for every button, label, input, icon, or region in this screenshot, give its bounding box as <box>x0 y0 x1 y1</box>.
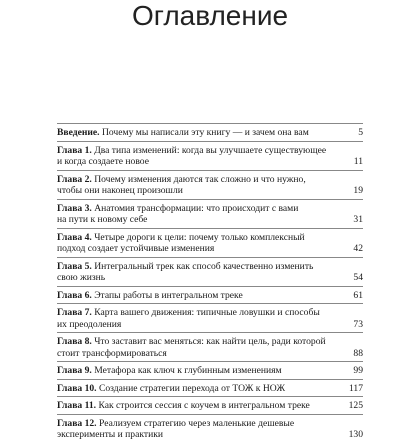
toc-entry-line: свою жизнь <box>57 272 106 283</box>
toc-entry-line <box>57 261 363 273</box>
toc-entry-line <box>57 290 363 302</box>
toc-entry-label: Глава 6. <box>57 289 92 301</box>
toc-entry-line <box>57 145 363 157</box>
toc-page-number: 19 <box>353 185 363 196</box>
toc-entry-label: Глава 12. <box>57 417 97 429</box>
toc-entry-label: Глава 7. <box>57 307 92 318</box>
toc-page-number: 31 <box>353 214 363 225</box>
toc-entry-title: Метафора как ключ к глубинным изменениям <box>94 365 282 376</box>
toc-entry-chapter-6[interactable] <box>57 286 363 304</box>
toc-entry-label: Глава 2. <box>57 173 92 185</box>
toc-page-number: 125 <box>348 400 363 411</box>
toc-entry-label: Глава 11. <box>57 400 97 411</box>
toc-entry-title: Почему изменения даются так сложно и что нужно, <box>94 173 306 185</box>
toc-page-number: 117 <box>348 382 363 394</box>
toc-entry-title: Реализуем стратегию через маленькие дешевые <box>98 417 295 429</box>
toc-entry-chapter-2[interactable] <box>57 170 363 199</box>
toc-entry-label: Глава 5. <box>57 260 92 272</box>
toc-entry-label: Глава 9. <box>57 365 92 376</box>
toc-entry-line: подход создает устойчивые изменения <box>57 243 215 254</box>
toc-entry-line <box>57 418 363 430</box>
toc-entry-line <box>57 383 363 395</box>
toc-page-number: 54 <box>353 272 363 283</box>
toc-entry-label: Глава 3. <box>57 202 92 214</box>
toc-entry-line <box>57 203 363 215</box>
toc-entry-label: Глава 8. <box>57 336 92 347</box>
toc-page-number: 73 <box>353 318 363 330</box>
toc-entry-label: Глава 1. <box>57 144 92 156</box>
toc-page-number: 61 <box>353 289 363 301</box>
toc-entry-title: Два типа изменений: когда вы улучшаете существующее <box>94 144 327 156</box>
toc-entry-line: чтобы они наконец произошли <box>57 185 183 196</box>
toc-entry-line <box>57 174 363 186</box>
toc-entry-line <box>57 232 363 244</box>
toc-entry-chapter-4[interactable] <box>57 228 363 257</box>
table-of-contents <box>57 123 363 443</box>
toc-entry-chapter-7[interactable] <box>57 303 363 332</box>
toc-entry-title: Четыре дороги к цели: почему только комплексный <box>94 231 305 243</box>
toc-entry-line <box>57 400 363 412</box>
toc-entry-line: стоит трансформироваться <box>57 347 167 359</box>
toc-page-number: 130 <box>348 429 363 440</box>
toc-entry-label: Глава 10. <box>57 382 97 394</box>
toc-entry-line <box>57 365 363 377</box>
toc-entry-line: на пути к новому себе <box>57 214 148 225</box>
toc-entry-label: Введение. <box>57 127 100 138</box>
toc-entry-chapter-8[interactable] <box>57 332 363 361</box>
toc-entry-chapter-1[interactable] <box>57 141 363 170</box>
toc-entry-line: и когда создаете новое <box>57 156 149 167</box>
toc-entry-label: Глава 4. <box>57 231 92 243</box>
toc-entry-title: Анатомия трансформации: что происходит с вами <box>94 202 299 214</box>
toc-entry-title: Этапы работы в интегральном треке <box>94 289 243 301</box>
toc-entry-chapter-11[interactable] <box>57 396 363 414</box>
toc-entry-title: Что заставит вас меняться: как найти цель, ради которой <box>94 336 326 347</box>
toc-page-number: 11 <box>353 156 363 167</box>
toc-entry-title: Почему мы написали эту книгу — и зачем она вам <box>101 127 309 138</box>
toc-entry-title: Создание стратегии перехода от ТОЖ к НОЖ <box>98 382 286 394</box>
toc-entry-title: Как строится сессия с коучем в интегральном треке <box>98 400 310 411</box>
toc-entry-line <box>57 127 363 139</box>
page-title: Оглавление <box>131 0 289 31</box>
toc-entry-line <box>57 336 363 348</box>
toc-entry-title: Карта вашего движения: типичные ловушки и способы <box>94 307 320 318</box>
toc-entry-chapter-3[interactable] <box>57 199 363 228</box>
toc-page-number: 42 <box>353 243 363 254</box>
toc-entry-line: их преодоления <box>57 318 122 330</box>
toc-entry-line <box>57 307 363 319</box>
toc-entry-chapter-12[interactable] <box>57 414 363 443</box>
toc-entry-chapter-10[interactable] <box>57 379 363 397</box>
toc-entry-chapter-5[interactable] <box>57 257 363 286</box>
toc-entry-intro[interactable] <box>57 123 363 141</box>
toc-entry-chapter-9[interactable] <box>57 361 363 379</box>
toc-page-number: 88 <box>353 347 363 359</box>
toc-entry-title: Интегральный трек как способ качественно изменить <box>94 260 314 272</box>
toc-page-number: 99 <box>353 365 363 376</box>
toc-entry-line: эксперименты и практики <box>57 429 163 440</box>
toc-page-number: 5 <box>358 127 363 138</box>
